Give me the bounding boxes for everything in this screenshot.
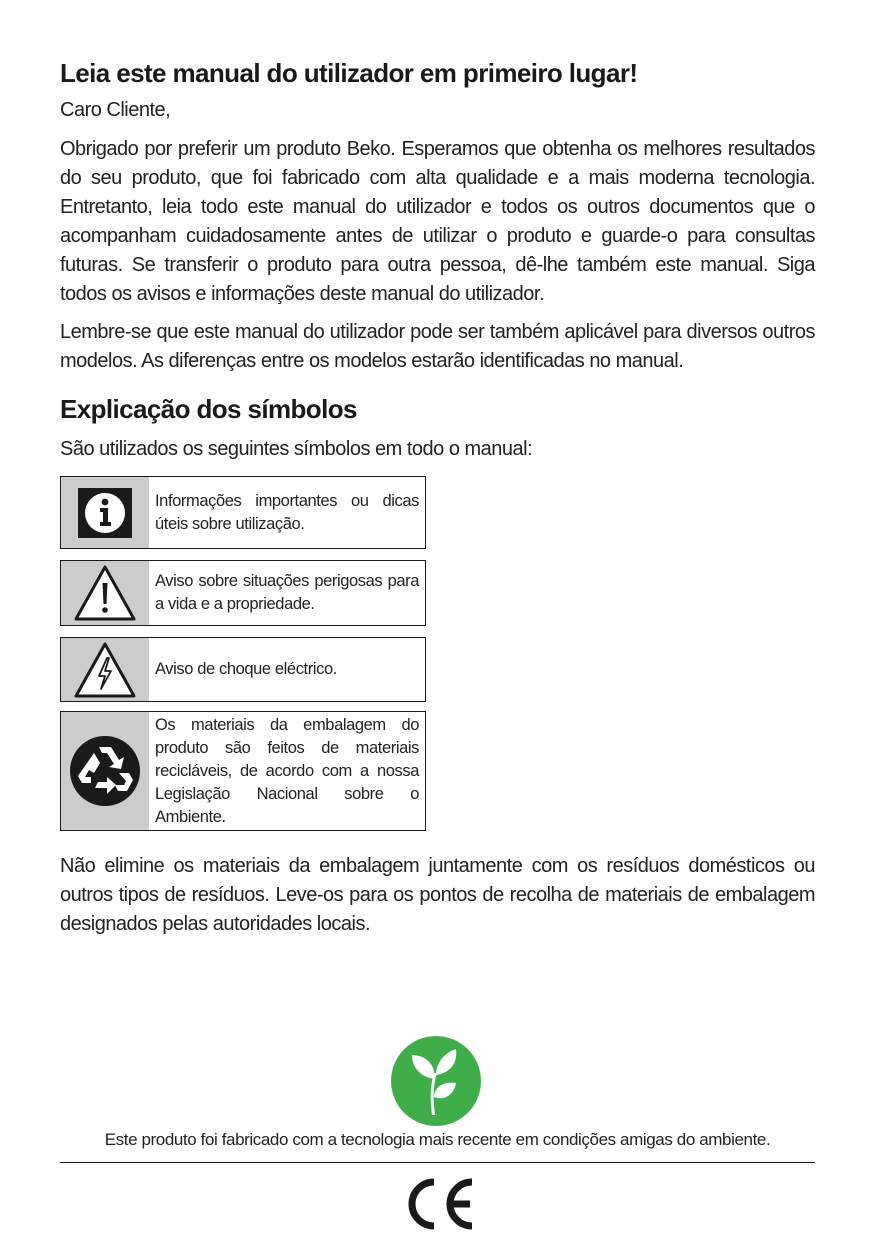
intro-paragraph-2: Lembre-se que este manual do utilizador pode ser também aplicável para diversos outros modelos. As diferenças entre os modelos estarão identificadas no manual. <box>60 321 815 372</box>
electric-shock-icon <box>61 638 149 701</box>
disposal-paragraph: Não elimine os materiais da embalagem juntamente com os resíduos domésticos ou outros tipos de resíduos. Leve-os para os pontos de recolha de materiais de embalagem designados pelas autoridades locais. <box>60 855 815 935</box>
greeting: Caro Cliente, <box>60 99 171 121</box>
symbol-text-warning: Aviso sobre situações perigosas para a vida e a propriedade. <box>155 572 419 613</box>
symbol-box-recycle <box>60 711 426 831</box>
symbols-intro: São utilizados os seguintes símbolos em todo o manual: <box>60 438 533 460</box>
leaf-icon <box>390 1035 482 1127</box>
page-title: Leia este manual do utilizador em primeiro lugar! <box>60 58 638 88</box>
info-icon <box>61 477 149 548</box>
warning-triangle-icon <box>61 561 149 625</box>
eco-statement: Este produto foi fabricado com a tecnologia mais recente em condições amigas do ambiente. <box>104 1130 771 1149</box>
ce-mark-icon <box>398 1176 478 1232</box>
symbol-box-info <box>60 476 426 549</box>
symbol-box-warning <box>60 560 426 626</box>
footer-divider <box>60 1162 815 1163</box>
symbol-text-info: Informações importantes ou dicas úteis sobre utilização. <box>155 491 419 533</box>
recycle-icon <box>61 712 149 830</box>
intro-paragraph-1: Obrigado por preferir um produto Beko. Esperamos que obtenha os melhores resultados do seu produto, que foi fabricado com alta qualidade e a mais moderna tecnologia. Entretanto, leia todo este manual do utilizador e todos os outros documentos que o acompanham cuidadosamente antes de utilizar o produto e guarde-o para consultas futuras. Se transferir o produto para outra pessoa, dê-lhe também este manual. Siga todos os avisos e informações deste manual do utilizador. <box>60 138 815 305</box>
symbols-heading: Explicação dos símbolos <box>60 394 357 424</box>
symbol-box-electric <box>60 637 426 702</box>
symbol-text-recycle: Os materiais da embalagem do produto são feitos de materiais recicláveis, de acordo com a nossa Legislação Nacional sobre o Ambiente. <box>155 715 419 826</box>
symbol-text-electric: Aviso de choque eléctrico. <box>155 660 337 678</box>
